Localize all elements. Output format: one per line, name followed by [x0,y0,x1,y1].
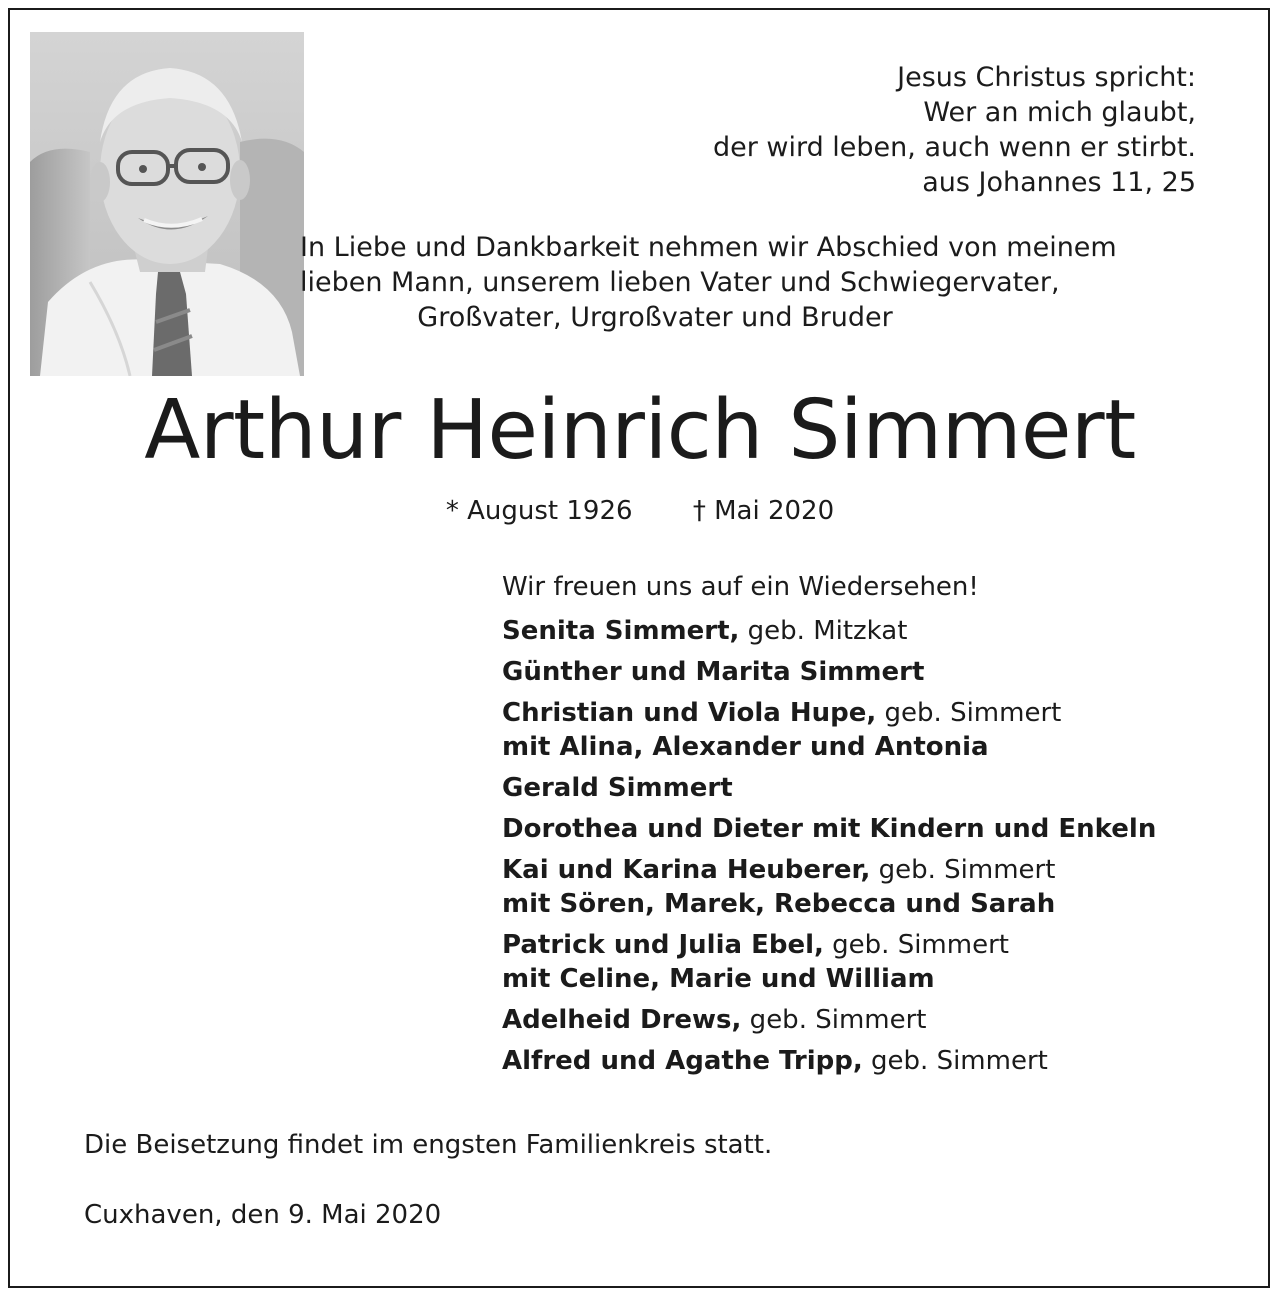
mourner-entry [502,1003,1156,1037]
mourner-entry [502,696,1156,764]
mourner-children: mit Alina, Alexander und Antonia [502,732,989,762]
mourner-maiden-name: geb. Simmert [862,1046,1048,1076]
burial-note: Die Beisetzung findet im engsten Familienkreis statt. [84,1130,773,1160]
verse-line: der wird leben, auch wenn er stirbt. [712,132,1196,163]
intro-line: lieben Mann, unserem lieben Vater und Schwiegervater, [300,267,1060,298]
mourner-name: Senita Simmert, [502,616,740,646]
mourner-name: Alfred und Agathe Tripp, [502,1046,863,1076]
mourner-children: mit Sören, Marek, Rebecca und Sarah [502,889,1056,919]
mourner-entry [502,614,1156,648]
death-date: † Mai 2020 [692,496,835,526]
mourners-list [502,570,1156,1085]
mourner-name: Günther und Marita Simmert [502,657,925,687]
mourner-entry [502,655,1156,689]
mourner-name: Adelheid Drews, [502,1005,742,1035]
intro-line: Großvater, Urgroßvater und Bruder [417,302,893,333]
life-dates [0,494,1280,528]
farewell-intro [300,230,1117,335]
birth-date: * August 1926 [445,496,633,526]
mourner-maiden-name: geb. Mitzkat [739,616,908,646]
mourner-entry [502,853,1156,921]
intro-line: In Liebe und Dankbarkeit nehmen wir Abschied von meinem [300,232,1117,263]
mourner-name: Christian und Viola Hupe, [502,698,877,728]
verse-line: Jesus Christus spricht: [897,62,1196,93]
place-and-date: Cuxhaven, den 9. Mai 2020 [84,1200,442,1230]
mourner-maiden-name: geb. Simmert [870,855,1056,885]
portrait-photo [30,32,304,376]
mourner-children: mit Celine, Marie und William [502,964,935,994]
mourner-name: Patrick und Julia Ebel, [502,930,824,960]
deceased-name: Arthur Heinrich Simmert [144,383,1136,478]
bible-verse [713,60,1196,200]
verse-line: Wer an mich glaubt, [923,97,1196,128]
verse-source: aus Johannes 11, 25 [922,167,1196,198]
mourner-maiden-name: geb. Simmert [823,930,1009,960]
mourner-name: Kai und Karina Heuberer, [502,855,871,885]
mourner-entry [502,771,1156,805]
mourner-entry [502,928,1156,996]
mourner-entry [502,1044,1156,1078]
mourner-maiden-name: geb. Simmert [741,1005,927,1035]
mourner-name: Gerald Simmert [502,773,733,803]
mourner-name: Dorothea und Dieter mit Kindern und Enkeln [502,814,1157,844]
mourner-maiden-name: geb. Simmert [876,698,1062,728]
mourner-entry [502,812,1156,846]
closing-phrase: Wir freuen uns auf ein Wiedersehen! [502,572,979,602]
